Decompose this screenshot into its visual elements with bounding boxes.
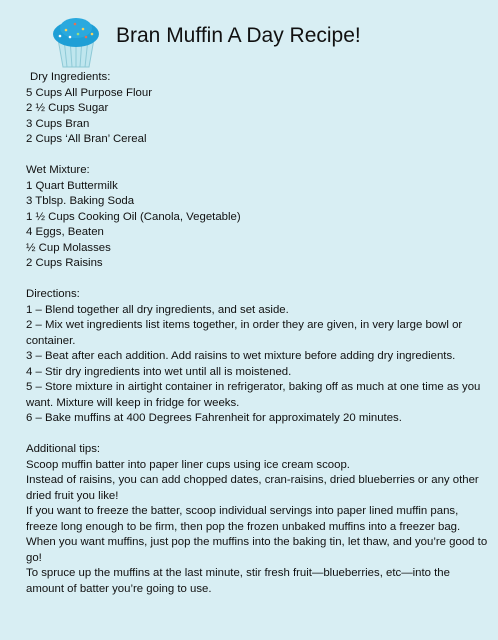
list-item: 5 Cups All Purpose Flour bbox=[26, 86, 152, 99]
direction-step: 1 – Blend together all dry ingredients, and set aside. bbox=[26, 303, 289, 316]
list-item: 4 Eggs, Beaten bbox=[26, 226, 104, 238]
wet-mixture-section bbox=[26, 163, 488, 272]
dry-ingredients-section bbox=[26, 70, 488, 148]
list-item: 2 Cups ‘All Bran’ Cereal bbox=[26, 133, 147, 145]
direction-step: 5 – Store mixture in airtight container in refrigerator, baking off as much at one time as you want. Mixture will keep in fridge for weeks. bbox=[26, 381, 481, 409]
header bbox=[0, 0, 498, 70]
page-title: Bran Muffin A Day Recipe! bbox=[116, 24, 361, 47]
direction-step: 4 – Stir dry ingredients into wet until all is moistened. bbox=[26, 365, 292, 378]
list-item: 1 ½ Cups Cooking Oil (Canola, Vegetable) bbox=[26, 210, 241, 223]
list-item: 2 ½ Cups Sugar bbox=[26, 102, 109, 114]
muffin-icon bbox=[48, 12, 104, 68]
dry-ingredients-heading: Dry Ingredients: bbox=[30, 71, 111, 83]
tip-item: Instead of raisins, you can add chopped dates, cran-raisins, dried blueberries or any other dried fruit you like! bbox=[26, 474, 479, 502]
additional-tips-section bbox=[26, 442, 488, 597]
additional-tips-heading: Additional tips: bbox=[26, 443, 101, 455]
direction-step: 2 – Mix wet ingredients list items together, in order they are given, in very large bowl or container. bbox=[26, 319, 463, 347]
list-item: 2 Cups Raisins bbox=[26, 257, 103, 269]
tip-item: Scoop muffin batter into paper liner cups using ice cream scoop. bbox=[26, 458, 350, 471]
directions-section bbox=[26, 287, 488, 427]
list-item: 3 Tblsp. Baking Soda bbox=[26, 195, 135, 207]
list-item: ½ Cup Molasses bbox=[26, 241, 111, 254]
directions-heading: Directions: bbox=[26, 288, 80, 300]
direction-step: 6 – Bake muffins at 400 Degrees Fahrenheit for approximately 20 minutes. bbox=[26, 412, 402, 424]
wet-mixture-heading: Wet Mixture: bbox=[26, 164, 90, 176]
recipe-body bbox=[26, 70, 488, 597]
list-item: 1 Quart Buttermilk bbox=[26, 179, 118, 192]
tip-item: To spruce up the muffins at the last minute, stir fresh fruit—blueberries, etc—into the amount of batter you’re going to use. bbox=[26, 567, 450, 595]
tip-item: If you want to freeze the batter, scoop individual servings into paper lined muffin pans, freeze long enough to be firm, then pop the frozen unbaked muffins into a freezer bag. When you want muffins, just pop the muffins into the baking tin, let thaw, and you’re good to go! bbox=[26, 505, 488, 564]
list-item: 3 Cups Bran bbox=[26, 117, 90, 130]
direction-step: 3 – Beat after each addition. Add raisins to wet mixture before adding dry ingredients. bbox=[26, 350, 456, 362]
